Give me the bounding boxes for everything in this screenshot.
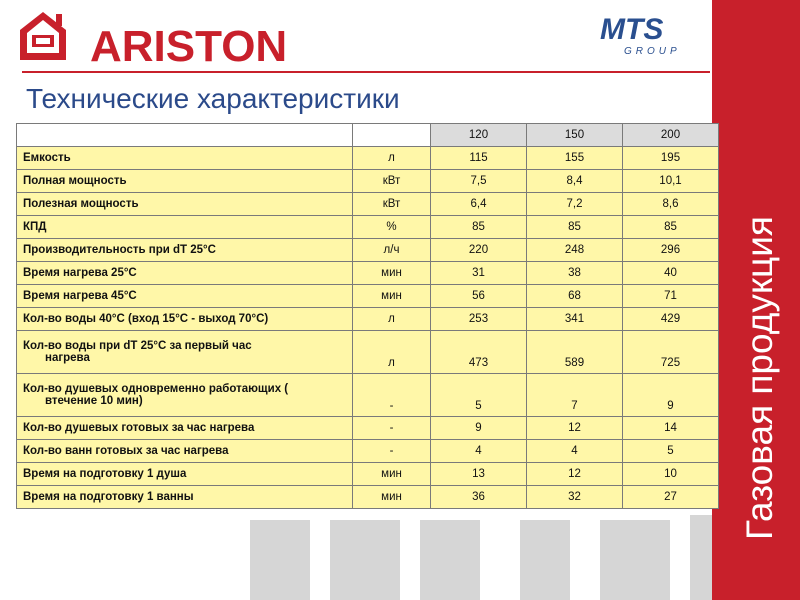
table-row <box>17 285 719 308</box>
table-row <box>17 147 719 170</box>
table-row <box>17 486 719 509</box>
row-value: 31 <box>431 262 527 285</box>
row-value: 13 <box>431 463 527 486</box>
row-value: 8,6 <box>623 193 719 216</box>
row-unit: мин <box>353 486 431 509</box>
row-value: 9 <box>431 417 527 440</box>
row-value: 32 <box>527 486 623 509</box>
row-label: Производительность при dT 25°C <box>17 239 353 262</box>
row-value: 473 <box>431 331 527 374</box>
row-label: Емкость <box>17 147 353 170</box>
row-value: 589 <box>527 331 623 374</box>
row-unit: мин <box>353 463 431 486</box>
row-unit: - <box>353 417 431 440</box>
header-unit-cell <box>353 124 431 147</box>
row-unit: мин <box>353 285 431 308</box>
table-row <box>17 193 719 216</box>
row-unit: л/ч <box>353 239 431 262</box>
row-value: 27 <box>623 486 719 509</box>
ariston-logo <box>18 10 288 71</box>
row-value: 12 <box>527 417 623 440</box>
table-row <box>17 308 719 331</box>
row-label-line: Кол-во душевых одновременно работающих ( <box>23 383 289 395</box>
table-row <box>17 374 719 417</box>
row-label: Кол-во душевых готовых за час нагрева <box>17 417 353 440</box>
row-label <box>17 331 353 374</box>
row-unit: - <box>353 440 431 463</box>
row-unit: % <box>353 216 431 239</box>
row-value: 9 <box>623 374 719 417</box>
header-label-cell <box>17 124 353 147</box>
model-header: 200 <box>623 124 719 147</box>
row-unit: кВт <box>353 170 431 193</box>
row-label: Кол-во воды 40°C (вход 15°C - выход 70°C) <box>17 308 353 331</box>
table-row <box>17 440 719 463</box>
page-title: Технические характеристики <box>26 83 400 114</box>
row-value: 195 <box>623 147 719 170</box>
row-unit: мин <box>353 262 431 285</box>
row-value: 7,5 <box>431 170 527 193</box>
row-label: Время нагрева 45°C <box>17 285 353 308</box>
row-value: 155 <box>527 147 623 170</box>
row-value: 253 <box>431 308 527 331</box>
mts-logo-subtext: GROUP <box>624 46 681 57</box>
table-row <box>17 417 719 440</box>
table-header-row <box>17 124 719 147</box>
row-label <box>17 374 353 417</box>
row-value: 85 <box>527 216 623 239</box>
row-value: 12 <box>527 463 623 486</box>
row-label: Время нагрева 25°C <box>17 262 353 285</box>
row-unit: л <box>353 147 431 170</box>
row-label: Время на подготовку 1 душа <box>17 463 353 486</box>
row-value: 5 <box>623 440 719 463</box>
brand-name: ARISTON <box>90 22 288 71</box>
row-label: Кол-во ванн готовых за час нагрева <box>17 440 353 463</box>
model-header: 150 <box>527 124 623 147</box>
row-value: 341 <box>527 308 623 331</box>
table-row <box>17 262 719 285</box>
sidebar-label: Газовая продукция <box>739 216 780 540</box>
row-value: 40 <box>623 262 719 285</box>
table-row <box>17 239 719 262</box>
row-label: Время на подготовку 1 ванны <box>17 486 353 509</box>
row-value: 85 <box>623 216 719 239</box>
row-value: 71 <box>623 285 719 308</box>
row-value: 115 <box>431 147 527 170</box>
spec-table <box>16 123 719 509</box>
header-divider <box>22 71 710 73</box>
mts-group-logo <box>598 14 688 58</box>
row-value: 10,1 <box>623 170 719 193</box>
row-value: 68 <box>527 285 623 308</box>
row-value: 248 <box>527 239 623 262</box>
row-value: 296 <box>623 239 719 262</box>
model-header: 120 <box>431 124 527 147</box>
row-unit: кВт <box>353 193 431 216</box>
row-value: 56 <box>431 285 527 308</box>
row-value: 36 <box>431 486 527 509</box>
row-label-continuation: втечение 10 мин) <box>45 395 143 407</box>
row-value: 4 <box>527 440 623 463</box>
row-value: 5 <box>431 374 527 417</box>
table-row <box>17 170 719 193</box>
row-label-line: Кол-во воды при dT 25°C за первый час <box>23 340 252 352</box>
mts-logo-text: MTS <box>600 13 664 46</box>
house-logo-icon <box>18 10 68 62</box>
row-value: 6,4 <box>431 193 527 216</box>
row-value: 85 <box>431 216 527 239</box>
row-label-continuation: нагрева <box>45 352 90 364</box>
row-label: Полная мощность <box>17 170 353 193</box>
row-value: 7 <box>527 374 623 417</box>
row-unit: л <box>353 308 431 331</box>
row-value: 429 <box>623 308 719 331</box>
row-value: 10 <box>623 463 719 486</box>
row-value: 38 <box>527 262 623 285</box>
row-label: Полезная мощность <box>17 193 353 216</box>
row-value: 14 <box>623 417 719 440</box>
row-value: 220 <box>431 239 527 262</box>
table-row <box>17 331 719 374</box>
row-value: 4 <box>431 440 527 463</box>
row-label: КПД <box>17 216 353 239</box>
table-row <box>17 463 719 486</box>
row-unit: л <box>353 331 431 374</box>
row-value: 8,4 <box>527 170 623 193</box>
row-value: 7,2 <box>527 193 623 216</box>
table-row <box>17 216 719 239</box>
row-value: 725 <box>623 331 719 374</box>
row-unit: - <box>353 374 431 417</box>
